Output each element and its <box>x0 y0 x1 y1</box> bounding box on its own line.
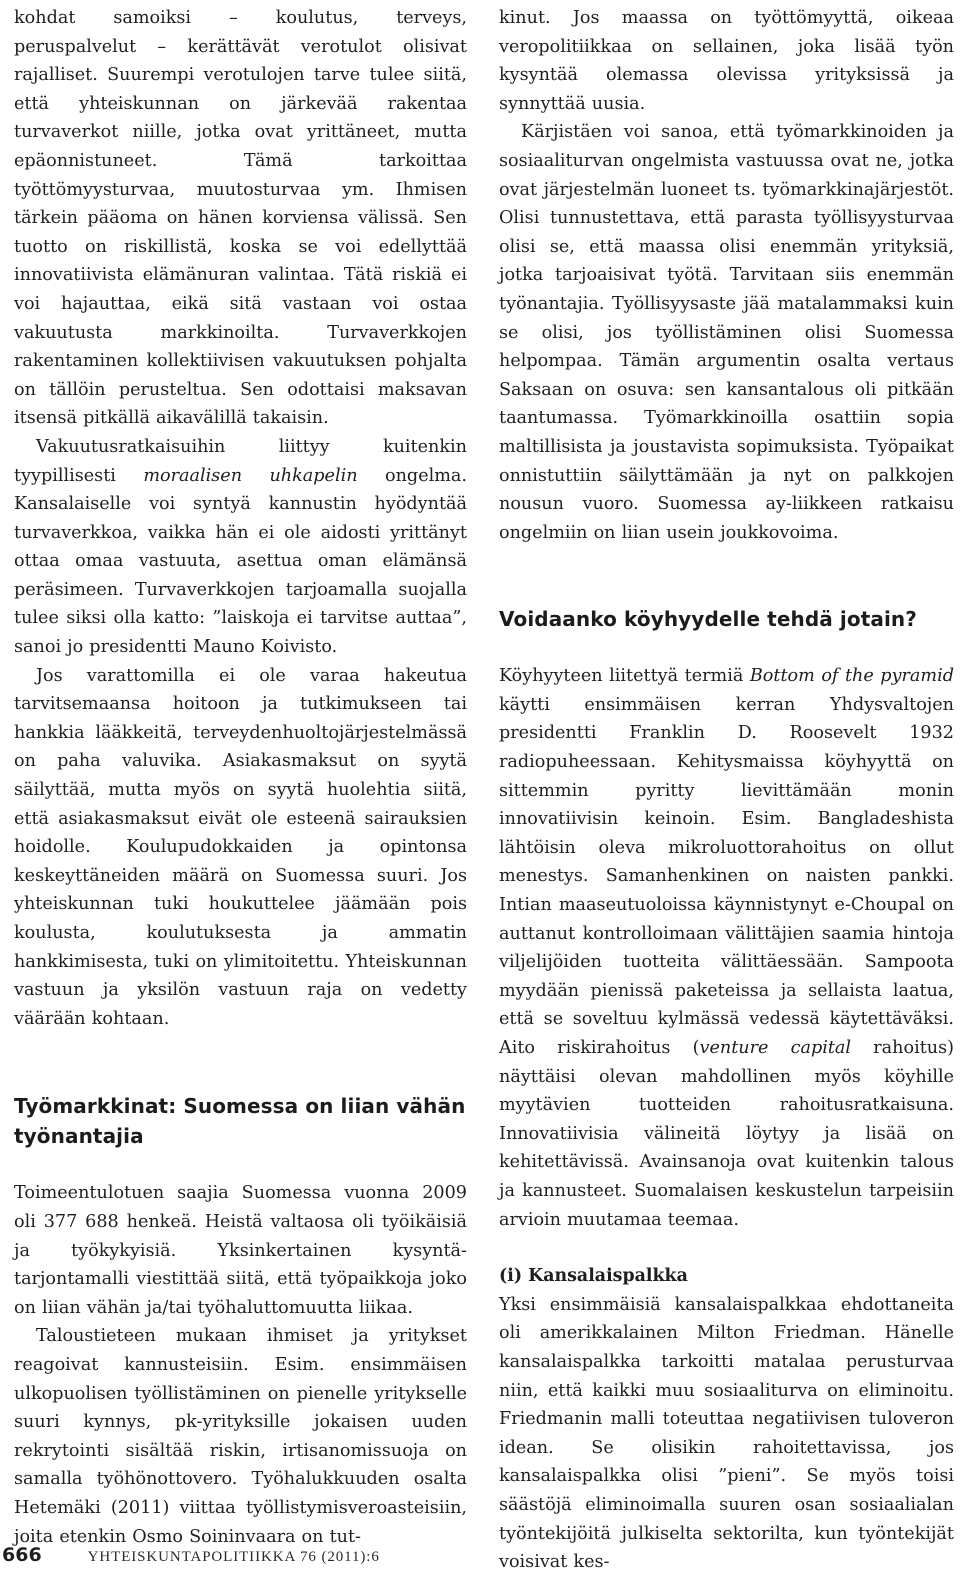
text-run: käytti ensimmäisen kerran Yhdysvaltojen presidentti Franklin D. Roosevelt 1932 radiopuheessaan. Kehitysmaissa köyhyyttä on sittemmin pyritty lievittämään monin innovatiivisin keinoin. Esim. Bangladeshista lähtöisin oleva mikroluottorahoitus on ollut menestys. Samanhenkinen on naisten pankki. Intian maaseutuoloissa käynnistynyt e-Choupal on auttanut kontrolloimaan välittäjien saamia hintoja viljelijöiden tuotteita välittäessään. Sampoota myydään pienissä paketeissa ja sellaista laatua, että se soveltuu kylmässä vedessä käytettäväksi. Aito riskirahoitus ( <box>499 694 954 1058</box>
page-footer <box>0 1544 380 1572</box>
right-column <box>499 4 954 1577</box>
paragraph <box>499 662 954 1234</box>
text-run: Köyhyyteen liitettyä termiä <box>499 666 750 687</box>
section-heading: Voidaanko köyhyydelle tehdä jotain? <box>499 607 917 632</box>
paragraph: Jos varattomilla ei ole varaa hakeutua tarvitsemaansa hoitoon ja tutkimukseen tai hankkia lääkkeitä, terveydenhuoltojärjestelmässä on paha valuvika. Asiakasmaksut on syytä säilyttää, mutta myös on syytä huolehtia siitä, että asiakasmaksut eivät ole esteenä sairauksien hoidolle. Koulupudokkaiden ja opintonsa keskeyttäneiden määrä on Suomessa suuri. Jos yhteiskunnan tuki houkuttelee jäämään pois koulusta, koulutuksesta ja ammatin hankkimisesta, tuki on ylimitoitettu. Yhteiskunnan vastuun ja yksilön vastuun raja on vedetty väärään kohtaan. <box>14 665 467 1029</box>
italic-term: Bottom of the pyramid <box>749 666 954 687</box>
page-number: 666 <box>2 1544 42 1566</box>
paragraph: Yksi ensimmäisiä kansalaispalkkaa ehdottaneita oli amerikkalainen Milton Friedman. Hänelle kansalaispalkka tarkoitti matalaa perusturvaa niin, että kaikki muu sosiaaliturva on eliminoitu. Friedmanin malli toteuttaa negatiivisen tuloveron idean. Se olisikin rahoitettavissa, jos kansalaispalkka olisi ”pieni”. Se myös toisi säästöjä eliminoimalla suuren osan sosiaalialan työntekijöitä julkiselta sektorilta, kun työntekijät voisivat kes- <box>499 1294 954 1573</box>
section-heading: Työmarkkinat: Suomessa on liian vähän työnantajia <box>14 1094 466 1149</box>
italic-term: moraalisen uhkapelin <box>143 465 358 486</box>
paragraph: kinut. Jos maassa on työttömyyttä, oikeaa veropolitiikkaa on sellainen, joka lisää työn kysyntää olemassa olevissa yrityksissä ja synnyttää uusia. <box>499 8 954 114</box>
text-run: ongelma. Kansalaiselle voi syntyä kannustin hyödyntää turvaverkkoa, vaikka hän ei ole aidosti yrittänyt ottaa omaa vastuuta, asettua oman elämänsä peräsimeen. Turvaverkkojen tarjoamalla suojalla tulee siksi olla katto: ”laiskoja ei tarvitse auttaa”, sanoi jo presidentti Mauno Koivisto. <box>14 465 467 658</box>
paragraph: Toimeentulotuen saajia Suomessa vuonna 2009 oli 377 688 henkeä. Heistä valtaosa oli työikäisiä ja työkykyisiä. Yksinkertainen kysyntä-tarjontamalli viestittää siitä, että työpaikkoja joko on liian vähän ja/tai työhaluttomuutta liikaa. <box>14 1183 467 1318</box>
paragraph: kohdat samoiksi – koulutus, terveys, peruspalvelut – kerättävät verotulot olisivat rajalliset. Suurempi verotulojen tarve tulee siitä, että yhteiskunnan on järkevää rakentaa turvaverkot niille, jotka ovat yrittäneet, mutta epäonnistuneet. Tämä tarkoittaa työttömyysturvaa, muutosturvaa ym. Ihmisen tärkein pääoma on hänen korviensa välissä. Sen tuotto on riskillistä, koska se voi edellyttää innovatiivista elämänuran valintaa. Tätä riskiä ei voi hajauttaa, eikä sitä vastaan voi ostaa vakuutusta markkinoilta. Turvaverkkojen rakentaminen kollektiivisen vakuutuksen pohjalta on tällöin perusteltua. Sen odottaisi maksavan itsensä pitkällä aikavälillä takaisin. <box>14 8 467 429</box>
subsection-heading: (i) Kansalaispalkka <box>499 1266 688 1287</box>
italic-term: venture capital <box>699 1038 852 1058</box>
paragraph: Kärjistäen voi sanoa, että työmarkkinoiden ja sosiaaliturvan ongelmista vastuussa ovat ne, jotka ovat järjestelmän luoneet ts. työmarkkinajärjestöt. Olisi tunnustettava, että parasta työllisyysturvaa olisi se, että maassa olisi enemmän yrityksiä, jotka tarjoaisivat työtä. Tarvitaan siis enemmän työnantajia. Työllisyysaste jää matalammaksi kuin se olisi, jos työllistäminen olisi Suomessa helpompaa. Tämän argumentin osalta vertaus Saksaan on osuva: sen kansantalous oli pitkään taantumassa. Työmarkkinoilla osattiin sopia maltillisista ja joustavista sopimuksista. Työpaikat onnistuttiin säilyttämään ja nyt on palkkojen nousun vuoro. Suomessa ay-liikkeen ratkaisu ongelmiin on liian usein joukkovoima. <box>499 122 954 543</box>
journal-name: YHTEISKUNTAPOLITIIKKA 76 (2011):6 <box>87 1549 380 1565</box>
paragraph <box>14 433 467 662</box>
text-run: rahoitus) näyttäisi olevan mahdollinen myös köyhille myytävien tuotteiden rahoitusratkaisuna. Innovatiivisia välineitä löytyy ja lisää on kehitettävissä. Avainsanoja ovat kuitenkin talous ja kannusteet. Suomalaisen keskustelun tarpeisiin arvioin muutamaa teemaa. <box>499 1038 954 1230</box>
left-column <box>14 4 467 1551</box>
paragraph: Taloustieteen mukaan ihmiset ja yritykset reagoivat kannusteisiin. Esim. ensimmäisen ulkopuolisen työllistäminen on pienelle yritykselle suuri kynnys, pk-yrityksille jokaisen uuden rekrytointi sisältää riskin, irtisanomissuoja on samalla työhönottovero. Työhalukkuuden osalta Hetemäki (2011) viittaa työllistymisveroasteisiin, joita etenkin Osmo Soininvaara on tut- <box>14 1326 467 1547</box>
text-run: Vakuutusratkaisuihin liittyy kuitenkin tyypillisesti <box>14 436 467 486</box>
